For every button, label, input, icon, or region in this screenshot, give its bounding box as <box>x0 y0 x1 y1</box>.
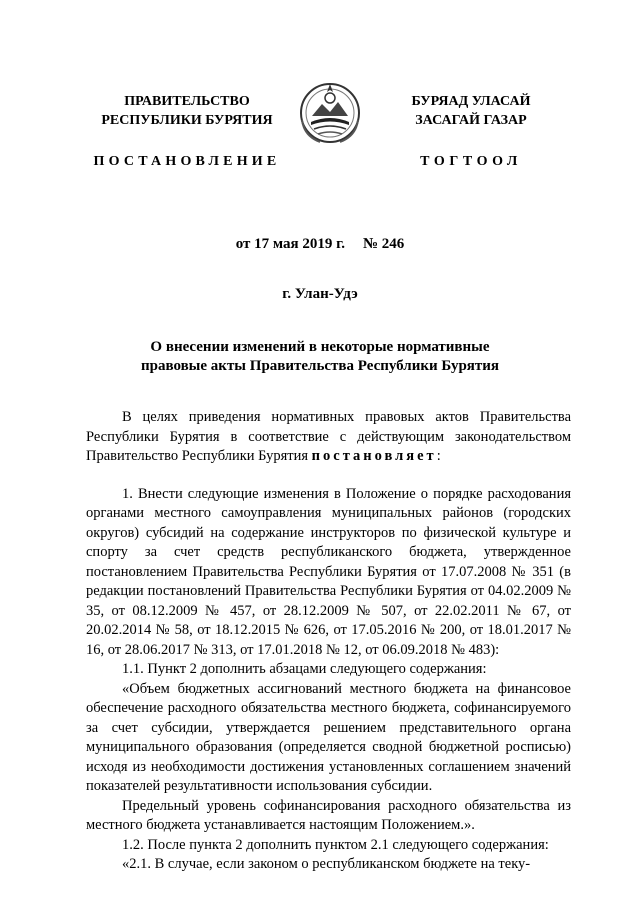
org-name-ru-line2: РЕСПУБЛИКИ БУРЯТИЯ <box>101 113 273 128</box>
header-right-block <box>392 92 550 171</box>
quote-paragraph-2: Предельный уровень софинансирования расходного обязательства из местного бюджета устанавливается настоящим Положением.». <box>86 797 571 833</box>
document-number: № 246 <box>362 236 405 252</box>
paragraph-1: 1. Внести следующие изменения в Положение о порядке расходования органами местного самоуправления муниципальных районов (городских округов) субсидий на содержание инструкторов по физической культуре и спорту за счет средств республиканского бюджета, утвержденное постановлением Правительства Республики Бурятия от 17.07.2008 № 351 (в редакции постановлений Правительства Республики Бурятия от 04.02.2009 № 35, от 08.12.2009 № 457, от 28.12.2009 № 507, от 22.02.2011 № 67, от 20.02.2014 № 58, от 18.12.2015 № 626, от 17.05.2016 № 200, от 18.01.2017 № 16, от 28.06.2017 № 313, от 17.01.2018 № 12, от 06.09.2018 № 483): <box>86 485 571 658</box>
document-title <box>0 338 640 376</box>
quote-paragraph-3: «2.1. В случае, если законом о республиканском бюджете на теку- <box>122 856 531 872</box>
paragraph-1-2: 1.2. После пункта 2 дополнить пунктом 2.1 следующего содержания: <box>122 836 549 853</box>
org-name-bua-line2: ЗАСАГАЙ ГАЗАР <box>415 113 527 128</box>
date-number-line <box>0 236 640 253</box>
title-line2: правовые акты Правительства Республики Бурятия <box>140 358 500 374</box>
decree-word: постановляет <box>311 448 437 464</box>
paragraph-1-1: 1.1. Пункт 2 дополнить абзацами следующего содержания: <box>122 661 487 677</box>
org-name-bua-line1: БУРЯАД УЛАСАЙ <box>411 94 531 109</box>
title-line1: О внесении изменений в некоторые нормативные <box>150 339 490 355</box>
quote-paragraph-1: «Объем бюджетных ассигнований местного бюджета на финансовое обеспечение расходного обязательства местного бюджета, софинансируемого за счет субсидии, утверждается решением представительного органа муниципального образования (определяется сводной бюджетной росписью) исходя из необходимости достижения установленных соглашением значений показателей результативности использования субсидии. <box>86 680 571 794</box>
document-city: г. Улан-Удэ <box>282 286 358 302</box>
preamble-paragraph <box>86 408 571 467</box>
document-body <box>86 408 571 875</box>
header-left-block <box>92 92 282 171</box>
doc-type-ru: ПОСТАНОВЛЕНИЕ <box>93 154 281 169</box>
preamble-text: В целях приведения нормативных правовых актов Правительства Республики Бурятия в соответствие с действующим законодательством Правительство Республики Бурятия <box>86 409 571 464</box>
preamble-end: : <box>436 448 441 464</box>
org-name-ru-line1: ПРАВИТЕЛЬСТВО <box>124 94 250 109</box>
doc-type-bua: ТОГТООЛ <box>420 154 522 169</box>
document-date: от 17 мая 2019 г. <box>235 236 345 252</box>
buryatia-coat-of-arms-icon <box>298 78 362 148</box>
